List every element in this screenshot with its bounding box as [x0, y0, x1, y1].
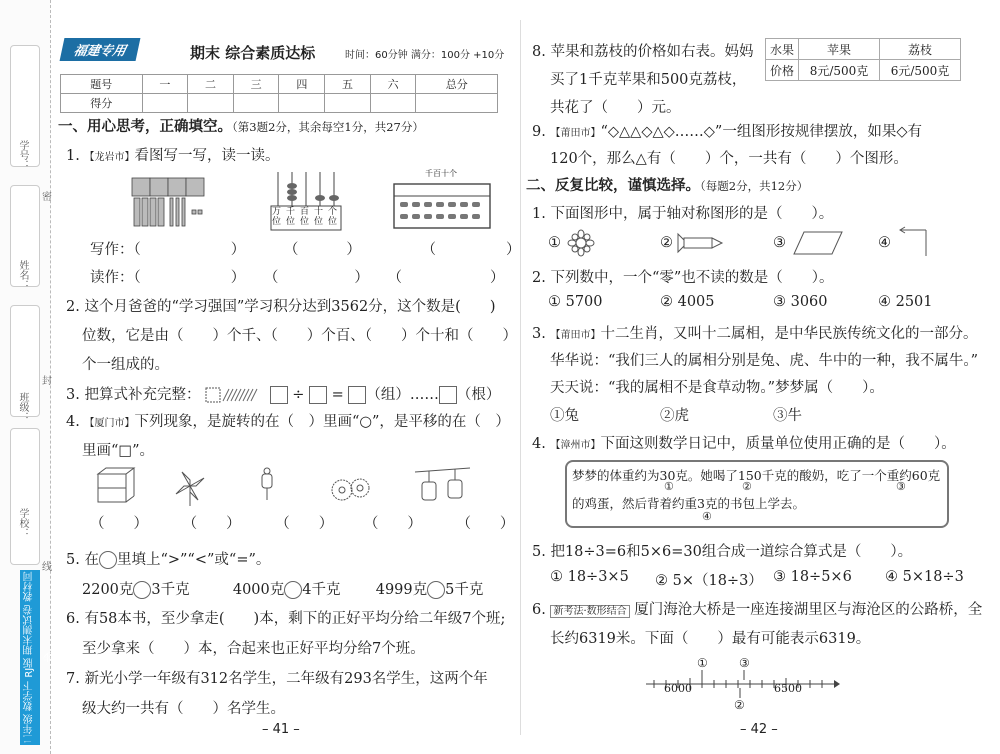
s2q3-line3: 天天说：“我的属相不是食草动物。”梦梦属（ ）。 — [550, 380, 884, 396]
score-table — [60, 74, 498, 113]
student-id-label: 学号： — [17, 140, 28, 170]
answer-paren[interactable]: （ ） — [363, 516, 422, 532]
q3-equals: = — [331, 387, 344, 403]
abacus-bead — [315, 195, 325, 201]
exam-meta: 时间：60分钟 满分：100分 +10分 — [345, 50, 505, 61]
paren-close: ） — [230, 270, 246, 286]
hundred-flat — [142, 198, 148, 226]
score-header: 六 — [370, 75, 416, 94]
section1-title: 一、用心思考，正确填空。 — [58, 118, 232, 135]
class-label: 班级： — [17, 392, 28, 422]
q8-text: 苹果和荔枝的价格如右表。妈妈 — [550, 44, 754, 60]
q9-tag: 【莆田市】 — [550, 128, 601, 139]
price-header: 荔枝 — [880, 39, 961, 60]
bead-abacus-figure — [392, 180, 492, 232]
s2q2-opt4[interactable]: ④ 2501 — [878, 294, 933, 310]
q8-line1: 8. 苹果和荔枝的价格如右表。妈妈 — [532, 44, 754, 60]
compare-circle[interactable] — [99, 551, 117, 569]
s2q6-text: 厦门海沧大桥是一座连接湖里区与海沧区的公路桥，全 — [634, 602, 983, 618]
s2q1-opt3[interactable]: ③ — [773, 235, 786, 251]
price-cell: 8元/500克 — [799, 60, 880, 81]
thousand-cube — [132, 178, 150, 196]
score-header: 题号 — [61, 75, 143, 94]
score-cell[interactable] — [188, 94, 234, 113]
q1-read-row — [90, 266, 504, 287]
diary-mark-2: ② — [742, 480, 752, 493]
abacus-label: 万位 — [272, 207, 282, 227]
answer-box[interactable] — [348, 386, 366, 404]
s2q2-opt2[interactable]: ② 4005 — [660, 294, 715, 310]
q4-tag: 【厦门市】 — [84, 418, 135, 429]
base-ten-blocks-figure — [130, 170, 220, 232]
s2q3-text: 十二生肖，又叫十二属相，是中华民族传统文化的一部分。 — [600, 326, 978, 342]
drawer-icon — [98, 468, 134, 502]
q5-left: 4999克 — [375, 582, 428, 598]
s2q6-tag: 新考法·数形结合 — [550, 605, 629, 618]
price-table — [765, 38, 961, 81]
s2q2-opt1[interactable]: ① 5700 — [548, 294, 603, 310]
s2q4-line: 4. 【漳州市】下面这则数学日记中，质量单位使用正确的是（ ）。 — [532, 436, 956, 452]
abacus-labels — [272, 207, 337, 227]
abacus-label: 百位 — [300, 207, 310, 227]
q5-right: 4千克 — [302, 582, 341, 598]
score-cell[interactable] — [370, 94, 416, 113]
diary-mark-3: ③ — [896, 480, 906, 493]
price-row-label: 价格 — [766, 60, 799, 81]
score-cell[interactable] — [233, 94, 279, 113]
school-label: 学校： — [17, 508, 28, 538]
abacus-bead — [400, 202, 408, 207]
q3-remainder: （组）…… — [366, 387, 439, 403]
q2-text: 这个月爸爸的“学习强国”学习积分达到3562分，这个数是( ) — [84, 299, 496, 315]
diary-mark-4: ④ — [702, 510, 712, 523]
abacus-bead — [287, 183, 297, 189]
q1-text: 1. 【龙岩市】看图写一写，读一读。 — [66, 148, 280, 164]
score-header: 四 — [279, 75, 325, 94]
score-header: 三 — [233, 75, 279, 94]
hundred-flat — [134, 198, 140, 226]
s2q5-opt4[interactable]: ④ 5×18÷3 — [885, 569, 964, 585]
rocket-icon — [676, 230, 724, 256]
section2-note: （每题2分，共12分） — [700, 179, 809, 193]
score-cell[interactable] — [279, 94, 325, 113]
s2q5-text: 把18÷3=6和5×6=30组合成一道综合算式是（ ）。 — [550, 544, 913, 560]
abacus-bead — [412, 214, 420, 219]
q3-prompt: 把算式补充完整： — [84, 387, 201, 403]
paren-open: （ — [387, 270, 402, 286]
q1-tag: 【龙岩市】 — [84, 152, 135, 163]
thousand-cube — [150, 178, 168, 196]
abacus-bead — [472, 202, 480, 207]
compare-circle[interactable] — [427, 581, 445, 599]
binding-strip — [0, 0, 55, 754]
s2q3-opt2[interactable]: ②虎 — [660, 408, 689, 424]
s2q1-line: 1. 下面图形中，属于轴对称图形的是（ ）。 — [532, 206, 834, 222]
q4-line1: 4. 【厦门市】下列现象，是旋转的在（ ）里画“○”，是平移的在（ ） — [66, 414, 510, 430]
s2q5-line: 5. 把18÷3=6和5×6=30组合成一道综合算式是（ ）。 — [532, 544, 913, 560]
q4-line2: 里画“□”。 — [82, 443, 155, 459]
region-badge: 福建专用 — [60, 38, 141, 61]
diary-line2: 的鸡蛋，然后背着约重3克的书包上学去。 — [572, 496, 805, 511]
answer-box[interactable] — [439, 386, 457, 404]
abacus-bead — [448, 214, 456, 219]
paren-open: （ — [263, 270, 279, 286]
score-header: 总分 — [416, 75, 498, 94]
s2q4-text: 下面这则数学日记中，质量单位使用正确的是（ ）。 — [600, 436, 956, 452]
s2q6-line2: 长约6319米。下面（ ）最有可能表示6319。 — [550, 631, 871, 647]
s2q3-opt1[interactable]: ①兔 — [550, 408, 579, 424]
answer-paren[interactable]: （ ） — [275, 516, 334, 532]
q3-unit: （根） — [456, 387, 501, 403]
s2q3-line1: 3. 【莆田市】十二生肖，又叫十二属相，是中华民族传统文化的一部分。 — [532, 326, 978, 342]
thousand-cube — [168, 178, 186, 196]
paren-close: ） — [489, 270, 505, 286]
paren-close: ） — [346, 242, 361, 258]
hundred-flat — [158, 198, 164, 226]
abacus-bead — [287, 189, 297, 195]
school-box[interactable] — [10, 428, 40, 565]
abacus-bead — [436, 202, 444, 207]
compare-circle[interactable] — [133, 581, 151, 599]
abacus-label: 十位 — [314, 207, 324, 227]
grade-strip: 二年级 数学下 RJ版 期末测试卷 教材同步 — [20, 570, 40, 745]
cable-car-icon — [415, 468, 470, 500]
page-divider — [520, 20, 521, 735]
s2q5-opt2[interactable]: ② 5×（18÷3） — [655, 573, 763, 589]
q3-row: 3. 把算式补充完整： ÷ = （组）…… （根） — [66, 387, 501, 403]
page-number-left: – 41 – — [262, 722, 300, 737]
abacus-bead — [412, 202, 420, 207]
price-header: 苹果 — [799, 39, 880, 60]
abacus-bead — [287, 195, 297, 201]
section1-heading — [58, 115, 424, 136]
stapler-icon — [262, 468, 272, 500]
name-label: 姓名： — [17, 260, 28, 290]
abacus-label: 千位 — [286, 207, 296, 227]
q5-items — [82, 578, 483, 599]
abacus-bead — [448, 202, 456, 207]
q5-left: 2200克 — [82, 582, 134, 598]
s2q1-opt2[interactable]: ② — [660, 235, 673, 251]
abacus-label: 个位 — [328, 207, 338, 227]
score-cell[interactable] — [325, 94, 371, 113]
diary-line1: 梦梦的体重约为30克。她喝了150千克的酸奶，吃了一个重约60克 — [572, 468, 941, 483]
paren-open: （ — [421, 242, 436, 258]
paren-close: ） — [230, 242, 246, 258]
tick-label-6500: 6500 — [774, 682, 802, 695]
q2-line3: 个一组成的。 — [82, 357, 169, 373]
diary-mark-1: ① — [664, 480, 674, 493]
parallelogram-icon — [792, 230, 844, 256]
q9-line2: 120个，那么△有（ ）个，一共有（ ）个图形。 — [550, 151, 908, 167]
s2q4-tag: 【漳州市】 — [550, 440, 601, 451]
q9-line1: 9. 【莆田市】“◇△△◇△◇……◇”一组图形按规律摆放，如果◇有 — [532, 124, 922, 140]
s2q1-text: 下面图形中，属于轴对称图形的是（ ）。 — [550, 206, 834, 222]
unit-cube — [198, 210, 202, 214]
abacus-bead — [424, 214, 432, 219]
q6-text: 有58本书，至少拿走( )本，剩下的正好平均分给二年级7个班; — [84, 611, 506, 627]
answer-paren[interactable]: （ ） — [456, 516, 515, 532]
q5-right: 5千克 — [445, 582, 484, 598]
abacus-bead — [329, 195, 339, 201]
tick-label-6000: 6000 — [664, 682, 692, 695]
q9-text: “◇△△◇△◇……◇”一组图形按规律摆放，如果◇有 — [600, 124, 922, 140]
score-header: 五 — [325, 75, 371, 94]
q1-write-row — [90, 238, 520, 259]
q2-line2: 位数，它是由（ ）个千、（ ）个百、（ ）个十和（ ） — [82, 328, 517, 344]
q4-answer-row — [90, 512, 514, 533]
s2q5-opt1[interactable]: ① 18÷3×5 — [550, 569, 629, 585]
score-cell[interactable] — [416, 94, 498, 113]
motion-figures — [90, 466, 490, 508]
right-angle-icon — [896, 226, 930, 258]
abacus-bead — [460, 214, 468, 219]
score-cell[interactable] — [142, 94, 188, 113]
paren-close: ） — [354, 270, 369, 286]
flower-icon — [566, 229, 596, 257]
score-header: 二 — [188, 75, 234, 94]
s2q2-line: 2. 下列数中，一个“零”也不读的数是（ ）。 — [532, 270, 834, 286]
q1-prompt: 看图写一写，读一读。 — [134, 148, 280, 164]
abacus-bead — [400, 214, 408, 219]
price-header: 水果 — [766, 39, 799, 60]
answer-paren[interactable]: （ ） — [182, 516, 241, 532]
thousand-cube — [186, 178, 204, 196]
q3-divide: ÷ — [292, 387, 305, 403]
score-row-label: 得分 — [61, 94, 143, 113]
q1-read-label: 读作：（ — [90, 270, 141, 286]
point-mark-2: ② — [734, 698, 745, 712]
q1-write-label: 写作：（ — [90, 242, 141, 258]
q4-text: 下列现象，是旋转的在（ ）里画“○”，是平移的在（ ） — [134, 414, 510, 430]
ten-rod — [170, 198, 173, 226]
abacus-bead — [424, 202, 432, 207]
page-number-right: – 42 – — [740, 722, 778, 737]
q8-line3: 共花了（ ）元。 — [550, 100, 681, 116]
arrow-icon — [834, 680, 840, 688]
unit-cube — [192, 210, 196, 214]
q6-line2: 至少拿来（ ）本，合起来也正好平均分给7个班。 — [82, 641, 425, 657]
s2q1-opt4[interactable]: ④ — [878, 235, 891, 251]
abacus-bead — [472, 214, 480, 219]
s2q1-opt1[interactable]: ① — [548, 235, 561, 251]
q5-right: 3千克 — [151, 582, 190, 598]
section2-title: 二、反复比较，谨慎选择。 — [526, 177, 700, 194]
q7-text: 新光小学一年级有312名学生，二年级有293名学生，这两个年 — [84, 671, 488, 687]
s2q3-opt3[interactable]: ③牛 — [773, 408, 802, 424]
gears-icon — [332, 479, 369, 500]
sticks-icon — [205, 387, 265, 403]
abacus-bead — [436, 214, 444, 219]
s2q3-tag: 【莆田市】 — [550, 330, 601, 341]
abacus2-top-label: 千百十个 — [425, 169, 457, 178]
section2-heading — [526, 174, 808, 195]
q5-left: 4000克 — [232, 582, 285, 598]
paren-open: （ — [283, 242, 299, 258]
pinwheel-icon — [176, 472, 204, 506]
score-header: 一 — [142, 75, 188, 94]
s2q2-text: 下列数中，一个“零”也不读的数是（ ）。 — [550, 270, 834, 286]
s2q6-line1: 6. 新考法·数形结合 厦门海沧大桥是一座连接湖里区与海沧区的公路桥，全 — [532, 602, 983, 618]
ten-rod — [176, 198, 179, 226]
cut-mark-seal2: 封 — [42, 376, 52, 387]
exam-title: 期末 综合素质达标 — [190, 44, 316, 62]
answer-paren[interactable]: （ ） — [90, 516, 148, 532]
q6-line1: 6. 有58本书，至少拿走( )本，剩下的正好平均分给二年级7个班; — [66, 611, 506, 627]
abacus-bead — [460, 202, 468, 207]
q7-line2: 级大约一共有（ ）名学生。 — [82, 701, 285, 717]
s2q5-opt3[interactable]: ③ 18÷5×6 — [773, 569, 852, 585]
compare-circle[interactable] — [284, 581, 302, 599]
price-cell: 6元/500克 — [880, 60, 961, 81]
s2q2-opt3[interactable]: ③ 3060 — [773, 294, 828, 310]
answer-box[interactable] — [309, 386, 327, 404]
q7-line1: 7. 新光小学一年级有312名学生，二年级有293名学生，这两个年 — [66, 671, 488, 687]
ten-rod — [182, 198, 185, 226]
s2q3-line2: 华华说：“我们三人的属相分别是兔、虎、牛中的一种，我不属牛。” — [550, 353, 979, 369]
q5-text-b: 里填上“>”“<”或“=”。 — [116, 552, 271, 568]
cut-mark-seal: 密 — [42, 192, 52, 203]
point-mark-1: ① — [697, 656, 708, 670]
hundred-flat — [150, 198, 156, 226]
q2-line1: 2. 这个月爸爸的“学习强国”学习积分达到3562分，这个数是( ) — [66, 299, 496, 315]
q8-line2: 买了1千克苹果和500克荔枝， — [550, 72, 747, 88]
q5-text-a: 5. 在 — [66, 552, 99, 568]
q5-line1 — [66, 548, 270, 569]
paren-close: ） — [505, 242, 521, 258]
point-mark-3: ③ — [739, 656, 750, 670]
answer-box[interactable] — [270, 386, 288, 404]
section1-note: （第3题2分，其余每空1分，共27分） — [232, 120, 424, 134]
cut-mark-line: 线 — [42, 562, 52, 573]
